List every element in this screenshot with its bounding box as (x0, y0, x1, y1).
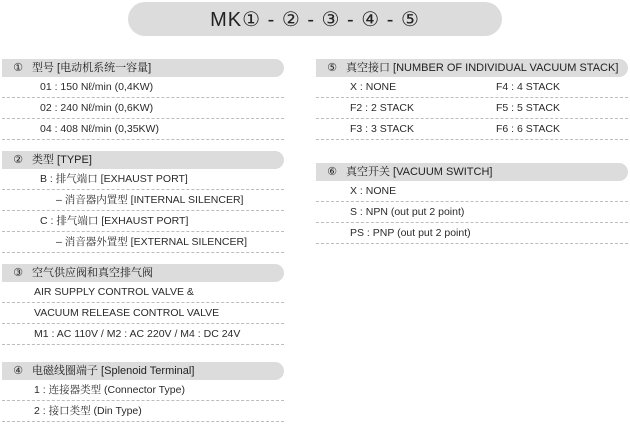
section-vacuum-stack (316, 59, 628, 140)
list-item: 02 : 240 Nℓ/min (0,6KW) (2, 98, 284, 119)
section-header-label: 类型 [TYPE] (32, 154, 92, 166)
stack-option: F6 : 6 STACK (496, 123, 560, 135)
section-model-number (2, 59, 284, 140)
stack-option: F5 : 5 STACK (496, 102, 560, 114)
list-item: VACUUM RELEASE CONTROL VALVE (2, 303, 284, 324)
stack-option: F3 : 3 STACK (350, 123, 414, 135)
list-item (316, 119, 628, 140)
list-item: S : NPN (out put 2 point) (316, 202, 628, 223)
list-item (316, 77, 628, 98)
list-item: B : 排气端口 [EXHAUST PORT] (2, 169, 284, 190)
section-number: ④ (13, 365, 23, 377)
list-item: 2 : 接口类型 (Din Type) (2, 401, 284, 422)
section-number: ② (13, 154, 23, 166)
section-header (2, 151, 284, 169)
section-header (2, 362, 284, 380)
section-header-label: 空气供应阀和真空排气阀 (32, 267, 153, 279)
section-header (316, 59, 628, 77)
list-item (316, 98, 628, 119)
list-item: AIR SUPPLY CONTROL VALVE & (2, 282, 284, 303)
section-control-valve (2, 264, 284, 345)
list-item: C : 排气端口 [EXHAUST PORT] (2, 211, 284, 232)
stack-option: F2 : 2 STACK (350, 102, 414, 114)
model-code-title: MK① - ② - ③ - ④ - ⑤ (128, 2, 502, 36)
list-item: PS : PNP (out put 2 point) (316, 223, 628, 244)
list-item: 04 : 408 Nℓ/min (0,35KW) (2, 119, 284, 140)
section-header-label: 真空接口 [NUMBER OF INDIVIDUAL VACUUM STACK] (346, 62, 619, 74)
section-solenoid-terminal (2, 362, 284, 422)
section-type (2, 151, 284, 253)
section-header (316, 163, 628, 181)
section-number: ⑤ (327, 62, 337, 74)
section-header-label: 电磁线圈端子 [Splenoid Terminal] (32, 365, 195, 377)
stack-option: X : NONE (350, 81, 397, 93)
section-number: ① (13, 62, 23, 74)
section-header (2, 59, 284, 77)
stack-option: F4 : 4 STACK (496, 81, 560, 93)
section-header-label: 型号 [电动机系统一容量] (32, 62, 152, 74)
list-item: M1 : AC 110V / M2 : AC 220V / M4 : DC 24V (2, 324, 284, 345)
section-vacuum-switch (316, 163, 628, 244)
list-item: – 消音器外置型 [EXTERNAL SILENCER] (2, 232, 284, 253)
list-item: – 消音器内置型 [INTERNAL SILENCER] (2, 190, 284, 211)
list-item: 1 : 连接器类型 (Connector Type) (2, 380, 284, 401)
section-header (2, 264, 284, 282)
section-header-label: 真空开关 [VACUUM SWITCH] (346, 166, 493, 178)
section-number: ③ (13, 267, 23, 279)
list-item: 01 : 150 Nℓ/min (0,4KW) (2, 77, 284, 98)
list-item: X : NONE (316, 181, 628, 202)
section-number: ⑥ (327, 166, 337, 178)
